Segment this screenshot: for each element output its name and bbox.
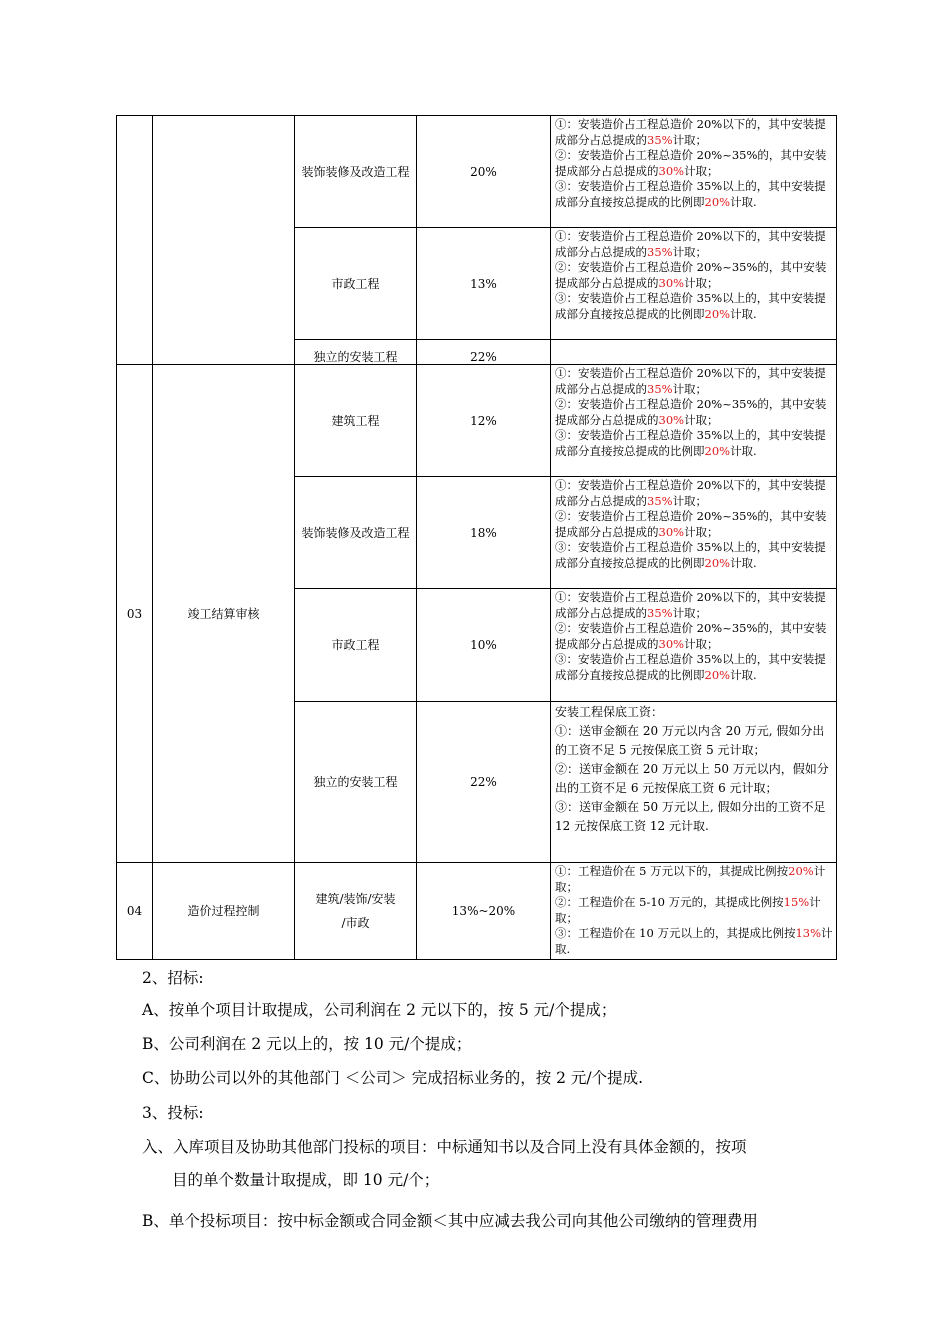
rate-cell: 20% (417, 116, 551, 228)
rule-line: ②：送审金额在 20 万元以上 50 万元以内，假如分出的工资不足 6 元按保底工资 6 元计取； (555, 762, 829, 795)
project-type-cell: 独立的安装工程 (295, 340, 417, 365)
rule-line: ①：工程造价在 5 万元以下的，其提成比例按20%计取； (555, 864, 826, 894)
project-type-cell: 独立的安装工程 (295, 702, 417, 863)
rule-line: ②：安装造价占工程总造价 20%~35%的，其中安装提成部分占总提成的30%计取； (555, 148, 827, 178)
rule-line: ①：安装造价占工程总造价 20%以下的，其中安装提成部分占总提成的35%计取； (555, 478, 826, 508)
paragraph-continuation: 目的单个数量计取提成，即 10 元/个； (172, 1171, 440, 1189)
note-cell (551, 702, 837, 863)
table-row (117, 365, 837, 477)
section-title-tendering: 3、投标: (142, 1104, 204, 1122)
rule-line: ③：安装造价占工程总造价 35%以上的，其中安装提成部分直接按总提成的比例即20%计取. (555, 179, 826, 209)
rule-line: ①：安装造价占工程总造价 20%以下的，其中安装提成部分占总提成的35%计取； (555, 117, 826, 147)
rule-line: ①：送审金额在 20 万元以内含 20 万元, 假如分出的工资不足 5 元按保底工资 5 元计取； (555, 724, 825, 757)
rate-cell: 13% (417, 228, 551, 340)
rule-line: ①：安装造价占工程总造价 20%以下的，其中安装提成部分占总提成的35%计取； (555, 366, 826, 396)
service-cell: 造价过程控制 (153, 863, 295, 960)
rule-line: ③：安装造价占工程总造价 35%以上的，其中安装提成部分直接按总提成的比例即20%计取. (555, 652, 826, 682)
rule-line: ③：安装造价占工程总造价 35%以上的，其中安装提成部分直接按总提成的比例即20%计取. (555, 291, 826, 321)
paragraph: B、公司利润在 2 元以上的，按 10 元/个提成； (142, 1035, 472, 1053)
rate-cell: 13%~20% (417, 863, 551, 960)
project-type-cell: 装饰装修及改造工程 (295, 116, 417, 228)
row-number-cell: 03 (117, 365, 153, 863)
row-number-cell (117, 116, 153, 365)
rule-line: ③：安装造价占工程总造价 35%以上的，其中安装提成部分直接按总提成的比例即20%计取. (555, 540, 826, 570)
commission-table (116, 115, 837, 960)
table-row (117, 863, 837, 960)
note-cell (551, 365, 837, 477)
note-cell (551, 863, 837, 960)
project-type-cell: 装饰装修及改造工程 (295, 477, 417, 589)
rule-line: ①：安装造价占工程总造价 20%以下的，其中安装提成部分占总提成的35%计取； (555, 590, 826, 620)
rule-line: ③：送审金额在 50 万元以上, 假如分出的工资不足 12 元按保底工资 12 元计取. (555, 800, 826, 833)
rate-cell: 12% (417, 365, 551, 477)
project-type-line: 建筑/装饰/安装 (315, 891, 396, 906)
project-type-cell: 市政工程 (295, 228, 417, 340)
rule-line: ②：工程造价在 5-10 万元的，其提成比例按15%计取； (555, 895, 821, 925)
row-number-cell: 04 (117, 863, 153, 960)
paragraph: 入、入库项目及协助其他部门投标的项目：中标通知书以及合同上没有具体金额的，按项 (142, 1138, 747, 1156)
note-cell (551, 340, 837, 365)
note-title: 安装工程保底工资： (555, 705, 664, 719)
paragraph: B、单个投标项目：按中标金额或合同金额＜其中应减去我公司向其他公司缴纳的管理费用 (142, 1212, 758, 1230)
project-type-cell (295, 863, 417, 960)
rule-line: ②：安装造价占工程总造价 20%~35%的，其中安装提成部分占总提成的30%计取； (555, 397, 827, 427)
rule-line: ③：工程造价在 10 万元以上的，其提成比例按13%计取. (555, 926, 833, 956)
rule-line: ①：安装造价占工程总造价 20%以下的，其中安装提成部分占总提成的35%计取； (555, 229, 826, 259)
rule-line: ②：安装造价占工程总造价 20%~35%的，其中安装提成部分占总提成的30%计取； (555, 621, 827, 651)
project-type-line: /市政 (341, 915, 370, 930)
rate-cell: 18% (417, 477, 551, 589)
note-cell (551, 477, 837, 589)
rule-line: ②：安装造价占工程总造价 20%~35%的，其中安装提成部分占总提成的30%计取； (555, 509, 827, 539)
project-type-cell: 市政工程 (295, 589, 417, 702)
rate-cell: 22% (417, 340, 551, 365)
rule-line: ③：安装造价占工程总造价 35%以上的，其中安装提成部分直接按总提成的比例即20%计取. (555, 428, 826, 458)
service-cell (153, 116, 295, 365)
section-title-bidding: 2、招标: (142, 969, 204, 987)
rate-cell: 22% (417, 702, 551, 863)
project-type-cell: 建筑工程 (295, 365, 417, 477)
note-cell (551, 589, 837, 702)
paragraph: C、协助公司以外的其他部门 ＜公司＞ 完成招标业务的，按 2 元/个提成. (142, 1069, 644, 1087)
note-cell (551, 116, 837, 228)
paragraph: A、按单个项目计取提成，公司利润在 2 元以下的，按 5 元/个提成； (142, 1001, 617, 1019)
rate-cell: 10% (417, 589, 551, 702)
rule-line: ②：安装造价占工程总造价 20%~35%的，其中安装提成部分占总提成的30%计取； (555, 260, 827, 290)
note-cell (551, 228, 837, 340)
table-row (117, 116, 837, 228)
service-cell: 竣工结算审核 (153, 365, 295, 863)
